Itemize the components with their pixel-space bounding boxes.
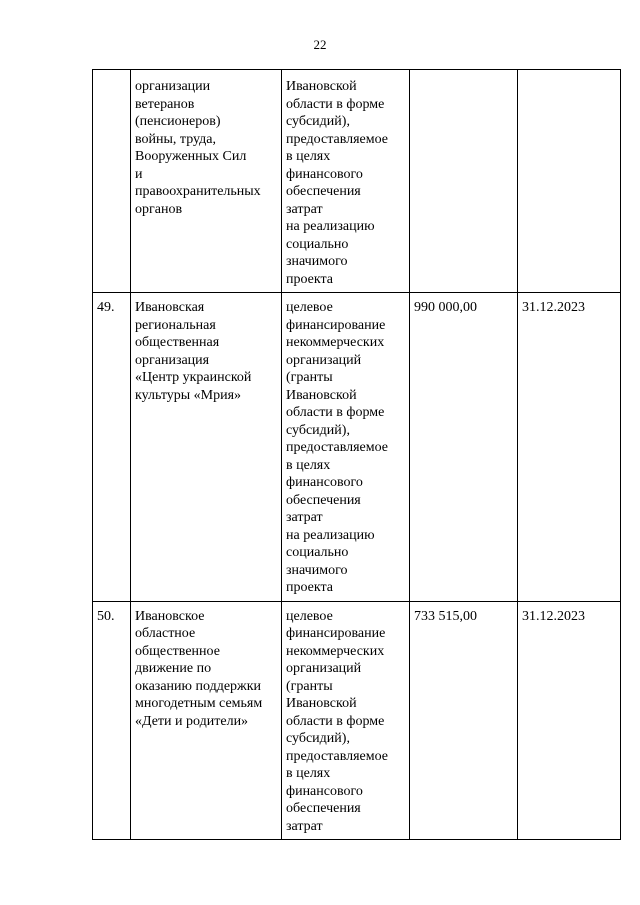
grants-table (92, 69, 621, 840)
date-cell: 31.12.2023 (518, 293, 621, 602)
page-number: 22 (313, 37, 327, 52)
organization-cell: Ивановская региональная общественная организация «Центр украинской культуры «Мрия» (131, 293, 282, 602)
table-row (93, 293, 621, 602)
amount-cell (410, 70, 518, 293)
row-number-cell (93, 70, 131, 293)
purpose-cell: Ивановской области в форме субсидий), предоставляемое в целях финансового обеспечения затрат на реализацию социально значимого проекта (282, 70, 410, 293)
amount-cell: 990 000,00 (410, 293, 518, 602)
purpose-cell: целевое финансирование некоммерческих организаций (гранты Ивановской области в форме субсидий), предоставляемое в целях финансового обеспечения затрат на реализацию социально значимого проекта (282, 293, 410, 602)
organization-cell: организации ветеранов (пенсионеров) войны, труда, Вооруженных Сил и правоохранительных органов (131, 70, 282, 293)
row-number-cell: 49. (93, 293, 131, 602)
purpose-cell: целевое финансирование некоммерческих организаций (гранты Ивановской области в форме субсидий), предоставляемое в целях финансового обеспечения затрат (282, 601, 410, 840)
row-number-cell: 50. (93, 601, 131, 840)
amount-cell: 733 515,00 (410, 601, 518, 840)
table-row (93, 70, 621, 293)
organization-cell: Ивановское областное общественное движение по оказанию поддержки многодетным семьям «Дети и родители» (131, 601, 282, 840)
date-cell: 31.12.2023 (518, 601, 621, 840)
table-row (93, 601, 621, 840)
date-cell (518, 70, 621, 293)
